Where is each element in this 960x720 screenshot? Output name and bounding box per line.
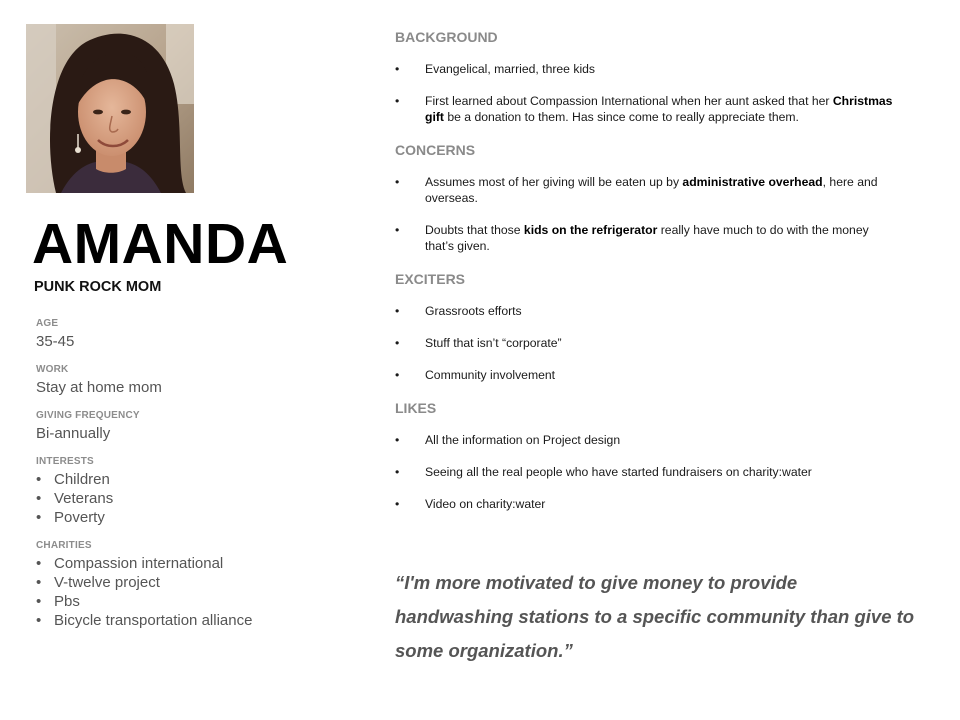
- bullet-text: Doubts that those: [425, 223, 524, 237]
- bullet-text: be a donation to them. Has since come to really appreciate them.: [443, 110, 799, 124]
- fact-label: AGE: [36, 318, 59, 329]
- list-item: • Video on charity:water: [395, 496, 895, 512]
- list-item: • Pbs: [36, 592, 336, 611]
- list-item: [395, 222, 895, 254]
- bullet-text: really have much to do with the money that’s given.: [425, 223, 869, 253]
- persona-facts: [36, 318, 336, 643]
- section-exciters: [395, 270, 905, 383]
- fact-charities: [36, 540, 336, 630]
- list-item: [395, 174, 895, 206]
- list-item: • Community involvement: [395, 367, 895, 383]
- fact-value: Stay at home mom: [36, 379, 162, 396]
- section-likes: [395, 399, 905, 512]
- bullet-text: First learned about Compassion International when her aunt asked that her: [425, 94, 833, 108]
- fact-value: 35-45: [36, 333, 75, 350]
- exciters-list: [395, 303, 905, 383]
- persona-quote: “I'm more motivated to give money to provide handwashing stations to a specific community than give to some organization.”: [395, 572, 915, 661]
- section-background: [395, 28, 905, 125]
- section-title: LIKES: [395, 400, 437, 416]
- fact-label: CHARITIES: [36, 540, 92, 551]
- fact-interests: [36, 456, 336, 527]
- concerns-list: [395, 174, 905, 254]
- list-item: • Bicycle transportation alliance: [36, 611, 336, 630]
- list-item: • Compassion international: [36, 554, 336, 573]
- list-item: • Seeing all the real people who have started fundraisers on charity:water: [395, 464, 895, 480]
- list-item: [395, 93, 895, 125]
- section-title: CONCERNS: [395, 142, 476, 158]
- fact-age: [36, 318, 336, 351]
- bullet-text: Evangelical, married, three kids: [425, 62, 596, 76]
- background-list: [395, 61, 905, 125]
- list-item: • Children: [36, 470, 336, 489]
- list-item: • V-twelve project: [36, 573, 336, 592]
- persona-photo: [26, 24, 194, 193]
- persona-subtitle: PUNK ROCK MOM: [34, 279, 162, 295]
- list-item: • All the information on Project design: [395, 432, 895, 448]
- section-title: BACKGROUND: [395, 29, 498, 45]
- list-item: • Veterans: [36, 489, 336, 508]
- persona-details: [395, 28, 905, 528]
- bullet-emphasis: Christmas gift: [425, 94, 893, 124]
- section-title: EXCITERS: [395, 271, 466, 287]
- fact-value: Bi-annually: [36, 425, 111, 442]
- fact-giving-frequency: [36, 410, 336, 443]
- persona-name: AMANDA: [32, 212, 289, 276]
- list-item: • Grassroots efforts: [395, 303, 895, 319]
- list-item: • Poverty: [36, 508, 336, 527]
- bullet-text: , here and overseas.: [425, 175, 878, 205]
- charities-list: [36, 554, 336, 630]
- bullet-emphasis: kids on the refrigerator: [523, 223, 658, 237]
- fact-work: [36, 364, 336, 397]
- section-concerns: [395, 141, 905, 254]
- fact-label: GIVING FREQUENCY: [36, 410, 140, 421]
- list-item: • Stuff that isn’t “corporate”: [395, 335, 895, 351]
- fact-label: INTERESTS: [36, 456, 94, 467]
- bullet-emphasis: administrative overhead: [682, 175, 823, 189]
- fact-label: WORK: [36, 364, 69, 375]
- bullet-text: Assumes most of her giving will be eaten up by: [425, 175, 683, 189]
- interests-list: [36, 470, 336, 527]
- list-item: [395, 61, 895, 77]
- likes-list: [395, 432, 905, 512]
